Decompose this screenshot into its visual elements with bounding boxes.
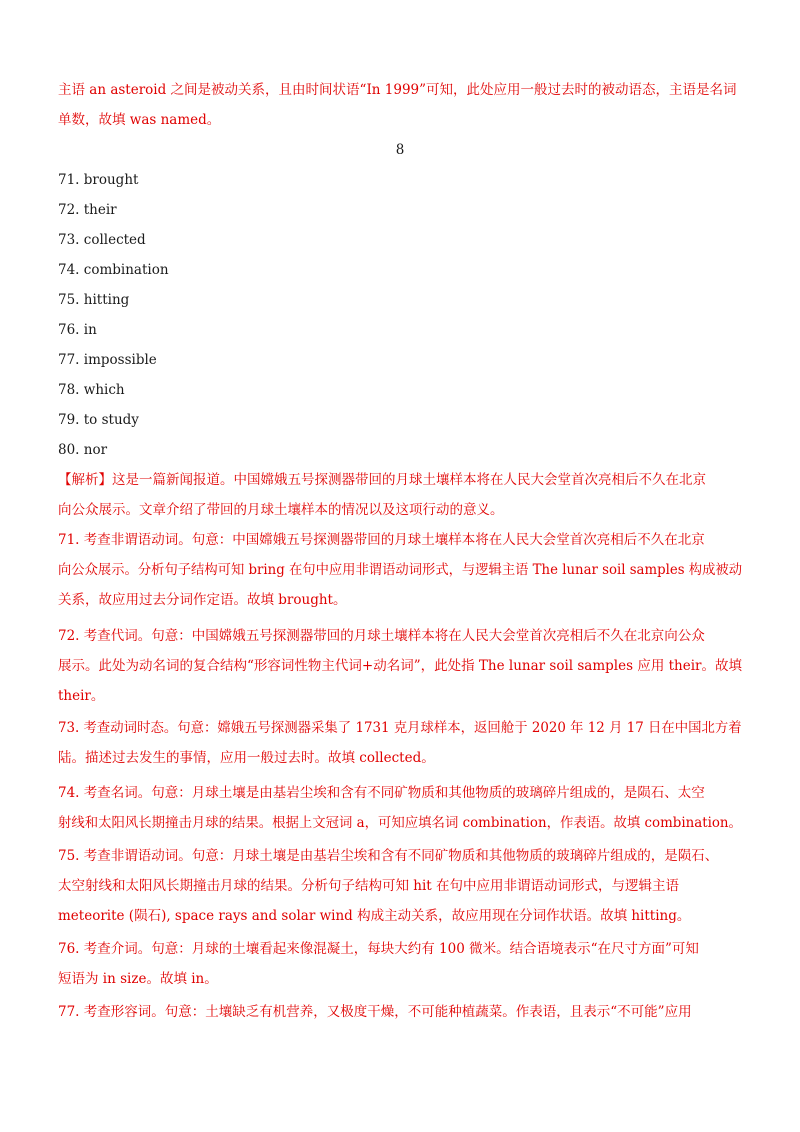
analysis-71-line-3: 关系，故应用过去分词作定语。故填 brought。: [58, 592, 347, 608]
analysis-summary-2: 向公众展示。文章介绍了带回的月球土壤样本的情况以及这项行动的意义。: [58, 502, 504, 518]
analysis-76-line-2: 短语为 in size。故填 in。: [58, 971, 218, 987]
answer-72: 72. their: [58, 202, 117, 218]
analysis-73-line-1: 73. 考查动词时态。句意：嫦娥五号探测器采集了 1731 克月球样本，返回舱于 2020 年 12 月 17 日在中国北方着: [58, 720, 742, 736]
analysis-77-line-1: 77. 考查形容词。句意：土壤缺乏有机营养，又极度干燥，不可能种植蔬菜。作表语，且表示“不可能”应用: [58, 1004, 692, 1020]
analysis-71-line-2: 向公众展示。分析句子结构可知 bring 在句中应用非谓语动词形式，与逻辑主语 The lunar soil samples 构成被动: [58, 562, 743, 578]
answer-74: 74. combination: [58, 262, 169, 278]
analysis-74-line-2: 射线和太阳风长期撞击月球的结果。根据上文冠词 a，可知应填名词 combination，作表语。故填 combination。: [58, 815, 742, 831]
answer-79: 79. to study: [58, 412, 139, 428]
answer-76: 76. in: [58, 322, 97, 338]
analysis-75-line-3: meteorite (陨石), space rays and solar wind 构成主动关系，故应用现在分词作状语。故填 hitting。: [58, 908, 691, 924]
analysis-76-line-1: 76. 考查介词。句意：月球的土壤看起来像混凝土，每块大约有 100 微米。结合语境表示“在尺寸方面”可知: [58, 941, 699, 957]
analysis-72-line-3: their。: [58, 688, 105, 704]
analysis-73-line-2: 陆。描述过去发生的事情，应用一般过去时。故填 collected。: [58, 750, 435, 766]
answer-73: 73. collected: [58, 232, 146, 248]
analysis-75-line-2: 太空射线和太阳风长期撞击月球的结果。分析句子结构可知 hit 在句中应用非谓语动词形式，与逻辑主语: [58, 878, 680, 894]
intro-line-2: 单数，故填 was named。: [58, 112, 221, 128]
analysis-72-line-2: 展示。此处为动名词的复合结构“形容词性物主代词+动名词”，此处指 The lunar soil samples 应用 their。故填: [58, 658, 742, 674]
intro-line-1: 主语 an asteroid 之间是被动关系，且由时间状语“In 1999”可知，此处应用一般过去时的被动语态，主语是名词: [58, 82, 737, 98]
answer-80: 80. nor: [58, 442, 108, 458]
section-number: 8: [395, 142, 405, 158]
answer-78: 78. which: [58, 382, 125, 398]
answer-71: 71. brought: [58, 172, 139, 188]
analysis-71-line-1: 71. 考查非谓语动词。句意：中国嫦娥五号探测器带回的月球土壤样本将在人民大会堂首次亮相后不久在北京: [58, 532, 705, 548]
analysis-75-line-1: 75. 考查非谓语动词。句意：月球土壤是由基岩尘埃和含有不同矿物质和其他物质的玻璃碎片组成的，是陨石、: [58, 848, 719, 864]
analysis-72-line-1: 72. 考查代词。句意：中国嫦娥五号探测器带回的月球土壤样本将在人民大会堂首次亮相后不久在北京向公众: [58, 628, 705, 644]
analysis-74-line-1: 74. 考查名词。句意：月球土壤是由基岩尘埃和含有不同矿物质和其他物质的玻璃碎片组成的，是陨石、太空: [58, 785, 705, 801]
answer-75: 75. hitting: [58, 292, 130, 308]
analysis-summary-1: 【解析】这是一篇新闻报道。中国嫦娥五号探测器带回的月球土壤样本将在人民大会堂首次亮相后不久在北京: [58, 472, 706, 488]
answer-77: 77. impossible: [58, 352, 157, 368]
